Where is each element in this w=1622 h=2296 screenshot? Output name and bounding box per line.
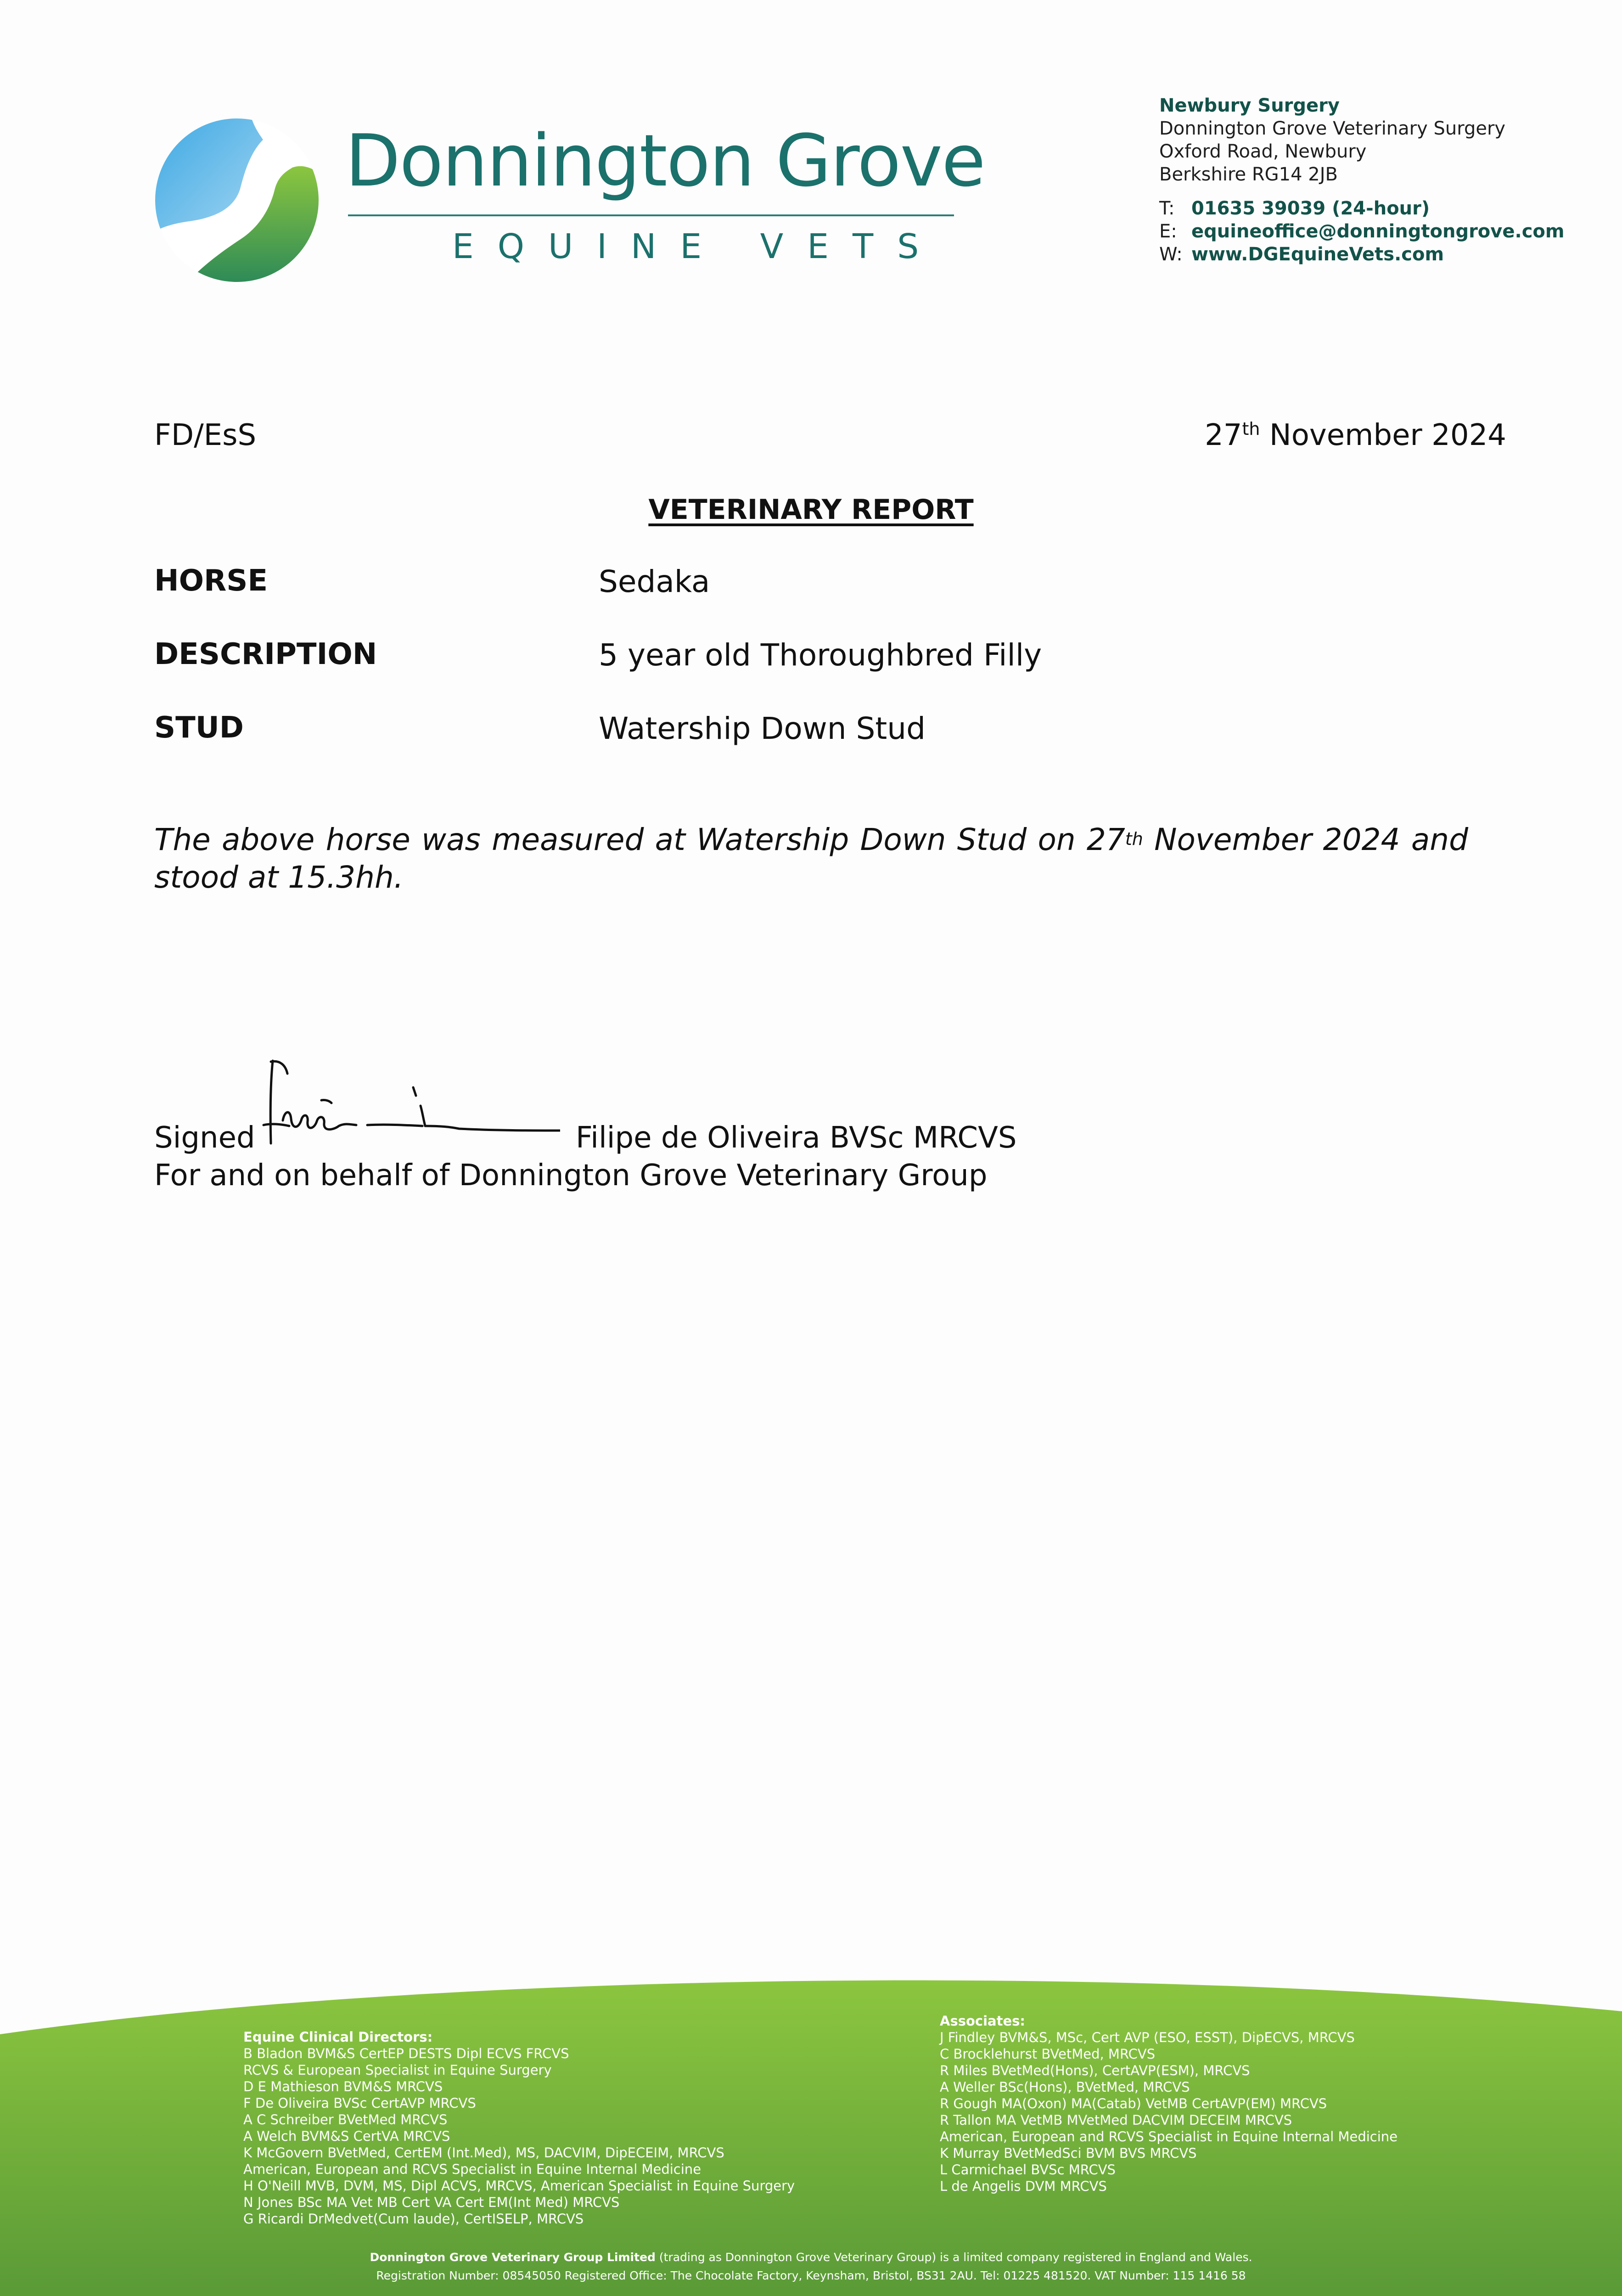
phone-row [1159,197,1565,220]
horse-value: Sedaka [599,564,710,599]
associate-item: American, European and RCVS Specialist in Equine Internal Medicine [940,2129,1398,2144]
phone-label: T: [1159,198,1175,219]
directors-heading: Equine Clinical Directors: [243,2029,433,2045]
logo-subtitle: EQUINE VETS [452,227,943,266]
behalf-line: For and on behalf of Donnington Grove Veterinary Group [154,1159,988,1193]
director-item: F De Oliveira BVSc CertAVP MRCVS [243,2095,476,2111]
report-title: VETERINARY REPORT [648,494,974,526]
email-link[interactable]: equineoffice@donningtongrove.com [1191,221,1565,242]
web-label: W: [1159,244,1183,265]
director-item: D E Mathieson BVM&S MRCVS [243,2079,443,2094]
associate-item: C Brocklehurst BVetMed, MRCVS [940,2046,1156,2062]
director-item: American, European and RCVS Specialist in Equine Internal Medicine [243,2161,702,2177]
letter-date [1205,418,1506,453]
stud-label: STUD [154,711,244,745]
director-item: H O'Neill MVB, DVM, MS, Dipl ACVS, MRCVS, American Specialist in Equine Surgery [243,2178,795,2194]
horse-label: HORSE [154,564,268,598]
stud-value: Watership Down Stud [599,711,926,746]
directors-list [243,2029,795,2227]
logo-icon [155,118,319,282]
web-row [1159,243,1565,266]
associate-item: R Tallon MA VetMB MVetMed DACVIM DECEIM MRCVS [940,2112,1292,2128]
associate-item: L de Angelis DVM MRCVS [940,2178,1107,2194]
statement-suffix: th [1125,829,1143,849]
company-name: Donnington Grove Veterinary Group Limited [370,2251,656,2264]
associate-item: R Miles BVetMed(Hons), CertAVP(ESM), MRCVS [940,2063,1250,2078]
contact-block [1159,94,1565,266]
company-line-1 [0,2248,1622,2267]
email-label: E: [1159,221,1177,242]
director-item: G Ricardi DrMedvet(Cum laude), CertISELP, MRCVS [243,2211,584,2227]
logo-name: Donnington Grove [345,119,985,203]
signature-image [257,1052,560,1148]
director-item: A C Schreiber BVetMed MRCVS [243,2112,448,2127]
date-suffix: th [1242,419,1260,439]
statement-part1: The above horse was measured at Watership Down Stud on 27 [154,822,1125,857]
phone-number: 01635 39039 (24-hour) [1191,198,1430,219]
associate-item: K Murray BVetMedSci BVM BVS MRCVS [940,2145,1197,2161]
associate-item: A Weller BSc(Hons), BVetMed, MRCVS [940,2079,1190,2095]
director-item: RCVS & European Specialist in Equine Surgery [243,2062,552,2078]
statement-part2: November 2024 and stood at 15.3hh. [154,822,1468,895]
address-line: Berkshire RG14 2JB [1159,164,1338,185]
company-line-1-rest: (trading as Donnington Grove Veterinary Group) is a limited company registered in England and Wales. [655,2251,1252,2264]
company-line-2: Registration Number: 08545050 Registered Office: The Chocolate Factory, Keynsham, Bristol, BS31 2AU. Tel: 01225 481520. VAT Number: 115 1416 58 [376,2269,1246,2282]
associate-item: L Carmichael BVSc MRCVS [940,2162,1116,2178]
measurement-statement [154,821,1468,896]
director-item: A Welch BVM&S CertVA MRCVS [243,2128,450,2144]
director-item: B Bladon BVM&S CertEP DESTS Dipl ECVS FRCVS [243,2046,569,2061]
address-line: Donnington Grove Veterinary Surgery [1159,118,1506,139]
signer-name: Filipe de Oliveira BVSc MRCVS [576,1121,1017,1155]
letter-reference: FD/EsS [154,418,257,452]
date-day: 27 [1205,418,1242,452]
logo-divider [348,214,954,216]
company-info [0,2248,1622,2285]
signed-label: Signed [154,1121,255,1155]
surgery-name: Newbury Surgery [1159,95,1340,116]
associates-list [940,2013,1398,2195]
director-item: K McGovern BVetMed, CertEM (Int.Med), MS, DACVIM, DipECEIM, MRCVS [243,2145,724,2161]
email-row [1159,220,1565,243]
date-rest: November 2024 [1260,418,1506,452]
associate-item: J Findley BVM&S, MSc, Cert AVP (ESO, ESST), DipECVS, MRCVS [940,2030,1355,2045]
description-value: 5 year old Thoroughbred Filly [599,637,1042,673]
associates-heading: Associates: [940,2013,1025,2029]
associate-item: R Gough MA(Oxon) MA(Catab) VetMB CertAVP(EM) MRCVS [940,2096,1327,2111]
address-line: Oxford Road, Newbury [1159,141,1367,162]
director-item: N Jones BSc MA Vet MB Cert VA Cert EM(Int Med) MRCVS [243,2195,620,2210]
website-link[interactable]: www.DGEquineVets.com [1191,244,1444,265]
description-label: DESCRIPTION [154,637,377,671]
